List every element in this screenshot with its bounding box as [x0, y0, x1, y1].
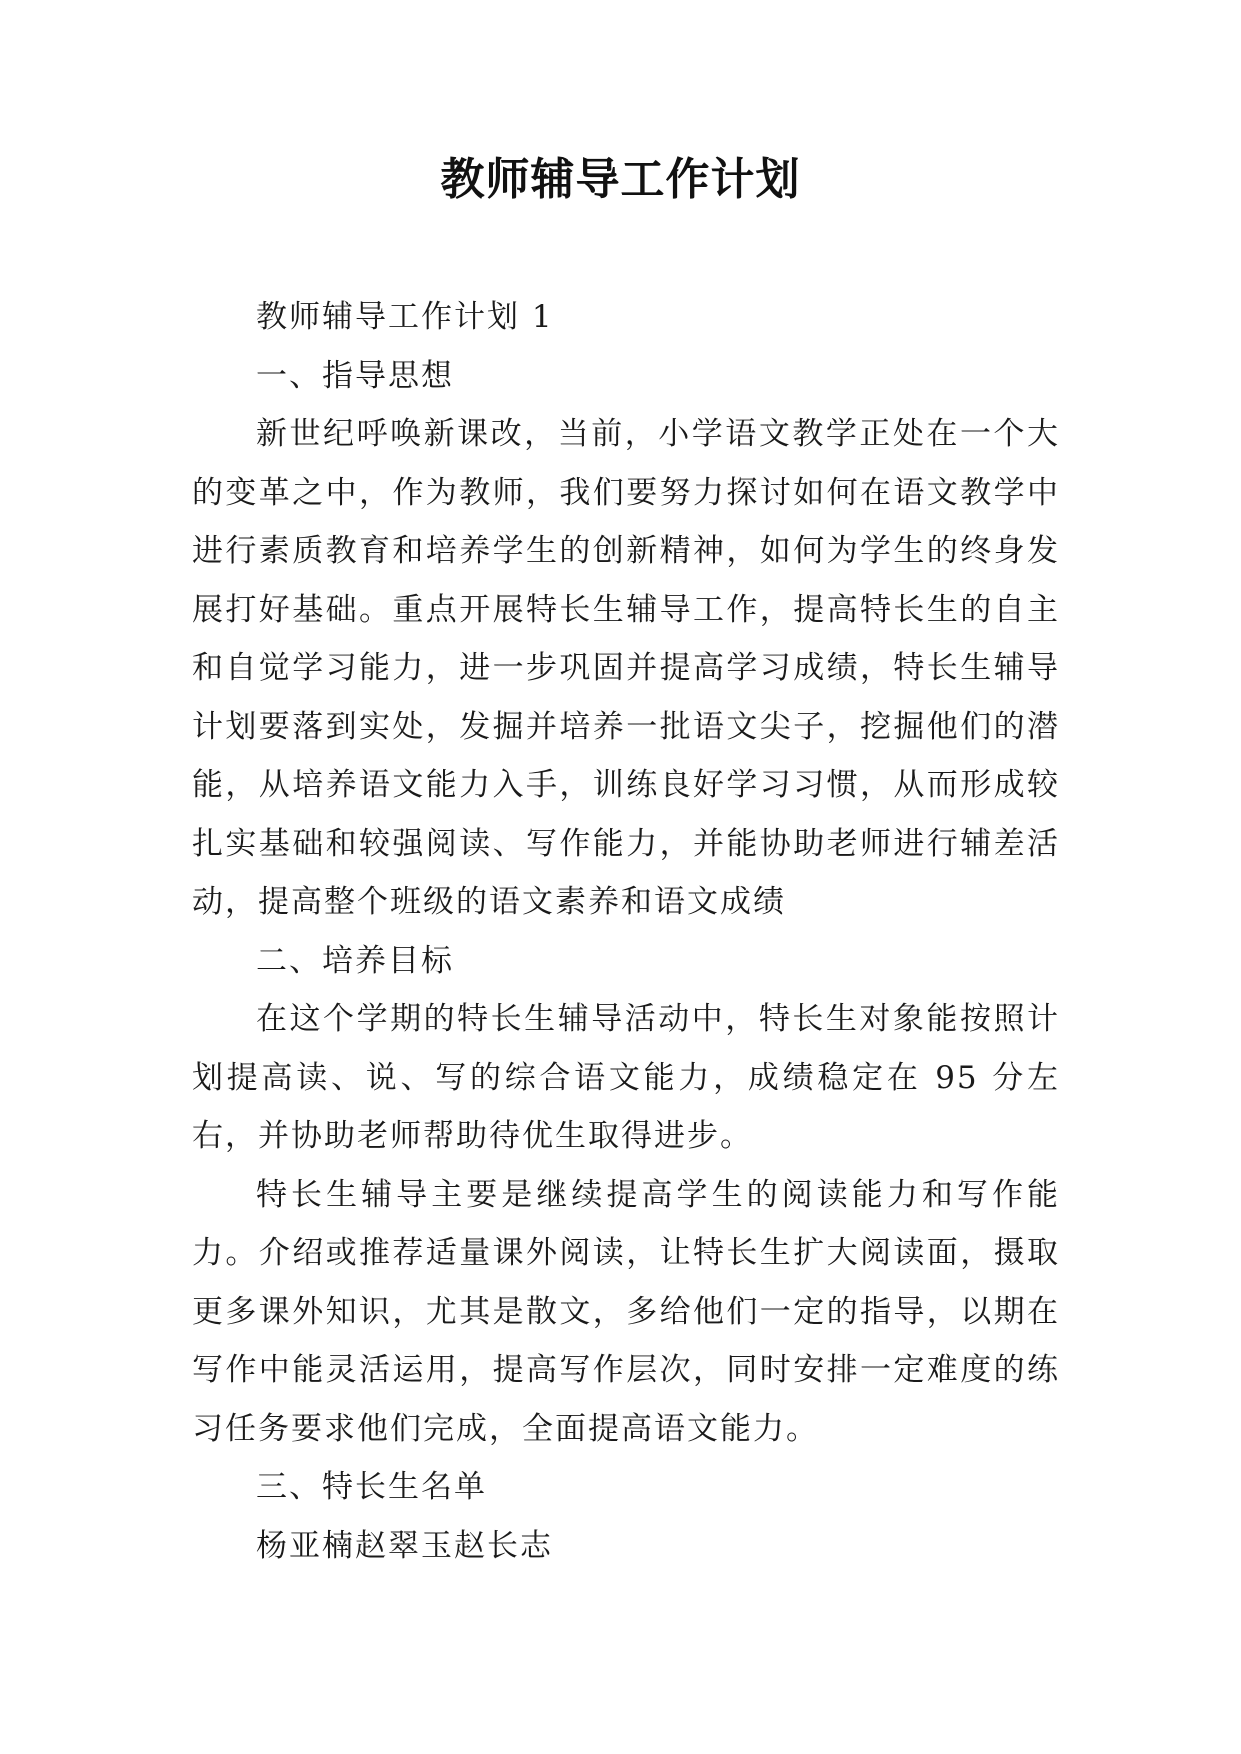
document-body — [192, 288, 1060, 1575]
section-heading-guiding-ideology: 一、指导思想 — [256, 357, 454, 394]
paragraph-training-goals: 在这个学期的特长生辅导活动中，特长生对象能按照计划提高读、说、写的综合语文能力，成绩稳定在 95 分左右，并协助老师帮助待优生取得进步。 — [192, 1001, 1060, 1154]
document-title: 教师辅导工作计划 — [440, 154, 801, 205]
paragraph-tutoring-focus: 特长生辅导主要是继续提高学生的阅读能力和写作能力。介绍或推荐适量课外阅读，让特长生扩大阅读面，摄取更多课外知识，尤其是散文，多给他们一定的指导，以期在写作中能灵活运用，提高写作层次，同时安排一定难度的练习任务要求他们完成，全面提高语文能力。 — [192, 1176, 1060, 1447]
paragraph-guiding-ideology: 新世纪呼唤新课改，当前，小学语文教学正处在一个大的变革之中，作为教师，我们要努力探讨如何在语文教学中进行素质教育和培养学生的创新精神，如何为学生的终身发展打好基础。重点开展特长生辅导工作，提高特长生的自主和自觉学习能力，进一步巩固并提高学习成绩，特长生辅导计划要落到实处，发掘并培养一批语文尖子，挖掘他们的潜能，从培养语文能力入手，训练良好学习习惯，从而形成较扎实基础和较强阅读、写作能力，并能协助老师进行辅差活动，提高整个班级的语文素养和语文成绩 — [192, 416, 1060, 920]
section-subtitle: 教师辅导工作计划 1 — [256, 299, 554, 335]
paragraph-student-names: 杨亚楠赵翠玉赵长志 — [256, 1527, 553, 1564]
section-heading-student-list: 三、特长生名单 — [256, 1469, 487, 1505]
section-heading-training-goals: 二、培养目标 — [256, 942, 454, 979]
